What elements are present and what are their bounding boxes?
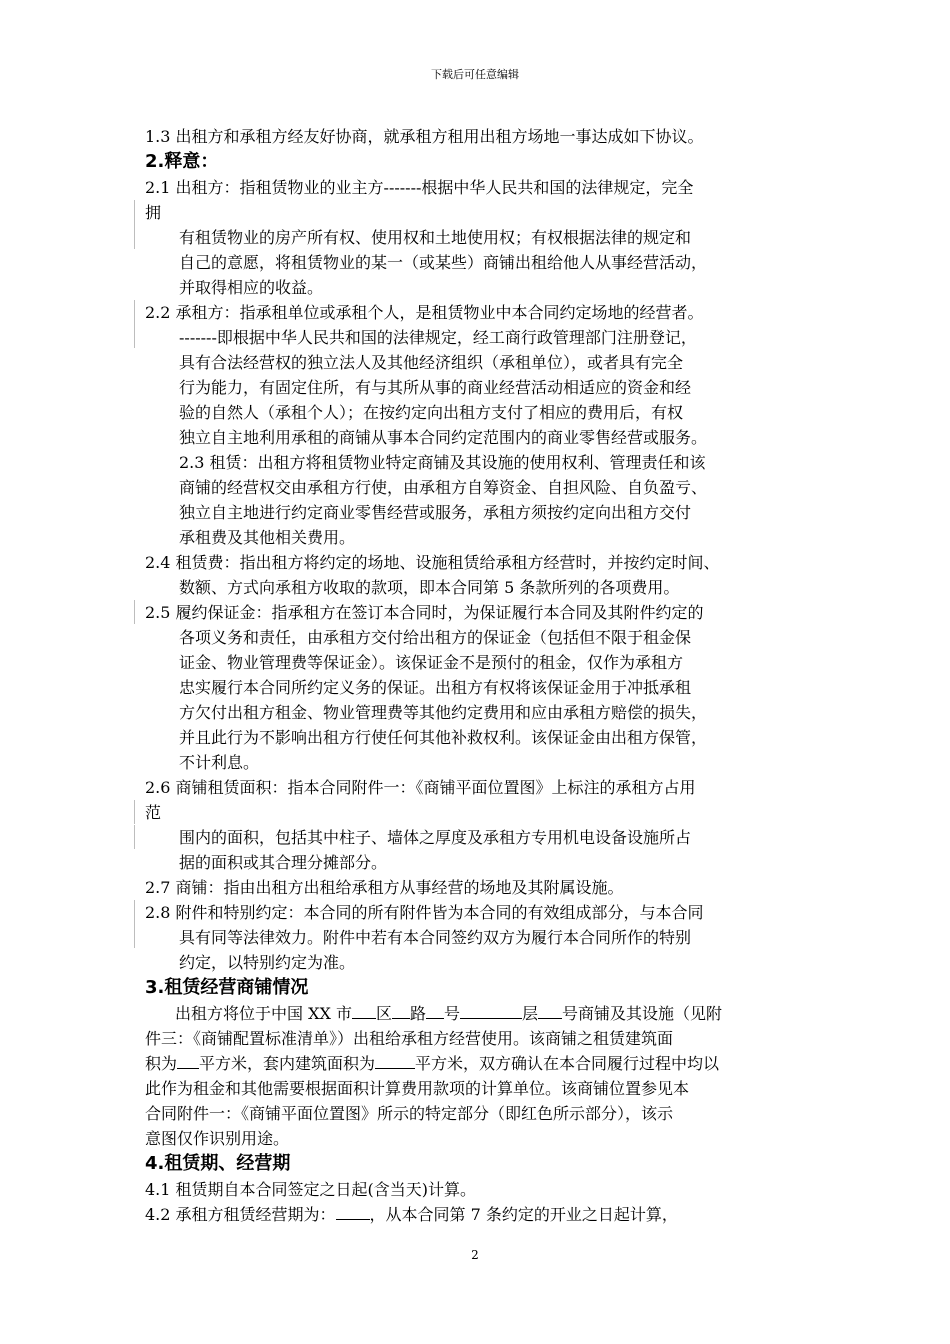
clause-text: 合同附件一：《商铺平面位置图》所示的特定部分（即红色所示部分），该示: [145, 1104, 674, 1123]
clause-text: 承租费及其他相关费用。: [179, 528, 356, 547]
clause-text: 商铺的经营权交由承租方行使，由承租方自筹资金、自担风险、自负盈亏、: [179, 478, 708, 497]
clause-area-line: [145, 1051, 820, 1076]
clause-text: 并且此行为不影响出租方行使任何其他补救权利。该保证金由出租方保管，: [179, 728, 708, 747]
clause-text: 范: [145, 803, 162, 822]
clause-text: 有租赁物业的房产所有权、使用权和土地使用权；有权根据法律的规定和: [179, 228, 692, 247]
clause-text: 独立自主地进行约定商业零售经营或服务，承租方须按约定向出租方交付: [179, 503, 692, 522]
clause-text: 自己的意愿，将租赁物业的某一（或某些）商铺出租给他人从事经营活动，: [179, 253, 708, 272]
clause-text: 层: [522, 1004, 539, 1023]
clause-text: 出租方将位于中国 XX 市: [175, 1004, 352, 1023]
clause-2-3: 2.3 租赁：出租方将租赁物业特定商铺及其设施的使用权利、管理责任和该: [179, 453, 706, 472]
clause-text: 号商铺及其设施（见附: [562, 1004, 723, 1023]
clause-text: 路: [409, 1004, 426, 1023]
clause-text: 方欠付出租方租金、物业管理费等其他约定费用和应由承租方赔偿的损失，: [179, 703, 708, 722]
blank-field: [392, 1001, 410, 1019]
clause-text: 具有同等法律效力。附件中若有本合同签约双方为履行本合同所作的特别: [179, 928, 692, 947]
clause-2-4: 2.4 租赁费：指出租方将约定的场地、设施租赁给承租方经营时，并按约定时间、: [145, 553, 720, 572]
blank-field: [352, 1001, 376, 1019]
clause-text: 区: [375, 1004, 392, 1023]
clause-2-5: 2.5 履约保证金：指承租方在签订本合同时，为保证履行本合同及其附件约定的: [145, 603, 704, 622]
section-heading-2: 2.释意：: [145, 151, 219, 172]
margin-bar: [134, 600, 135, 624]
clause-text: 各项义务和责任，由承租方交付给出租方的保证金（包括但不限于租金保: [179, 628, 692, 647]
clause-text: 行为能力，有固定住所，有与其所从事的商业经营活动相适应的资金和经: [179, 378, 692, 397]
section-heading-3: 3.租赁经营商铺情况: [145, 977, 309, 998]
clause-text: 号: [444, 1004, 461, 1023]
margin-bar: [134, 825, 135, 849]
clause-2-1: 2.1 出租方：指租赁物业的业主方-------根据中华人民共和国的法律规定，完全: [145, 178, 694, 197]
clause-text: 平方米，双方确认在本合同履行过程中均以: [415, 1054, 720, 1073]
clause-text: 验的自然人（承租个人）；在按约定向出租方支付了相应的费用后，有权: [179, 403, 684, 422]
blank-field: [336, 1202, 370, 1220]
clause-text: 4.2 承租方租赁经营期为：: [145, 1205, 336, 1224]
clause-1-3: 1.3 出租方和承租方经友好协商，就承租方租用出租方场地一事达成如下协议。: [145, 127, 704, 146]
clause-text: 具有合法经营权的独立法人及其他经济组织（承租单位），或者具有完全: [179, 353, 684, 372]
clause-text: 独立自主地利用承租的商铺从事本合同约定范围内的商业零售经营或服务。: [179, 428, 708, 447]
clause-text: 积为: [145, 1054, 178, 1073]
clause-2-2: 2.2 承租方：指承租单位或承租个人，是租赁物业中本合同约定场地的经营者。: [145, 303, 704, 322]
blank-field: [538, 1001, 562, 1019]
section-heading-4: 4.租赁期、经营期: [145, 1153, 291, 1174]
clause-2-6: 2.6 商铺租赁面积：指本合同附件一：《商铺平面位置图》上标注的承租方占用: [145, 778, 696, 797]
blank-field: [375, 1051, 415, 1069]
clause-4-1: 4.1 租赁期自本合同签定之日起(含当天)计算。: [145, 1180, 477, 1199]
blank-field: [460, 1001, 522, 1019]
clause-text: -------即根据中华人民共和国的法律规定，经工商行政管理部门注册登记，: [179, 328, 697, 347]
clause-4-2: [145, 1202, 820, 1227]
clause-3-first-line: [145, 1001, 820, 1026]
clause-2-8: 2.8 附件和特别约定：本合同的所有附件皆为本合同的有效组成部分，与本合同: [145, 903, 704, 922]
page-number: 2: [471, 1248, 479, 1262]
clause-2-7: 2.7 商铺：指由出租方出租给承租方从事经营的场地及其附属设施。: [145, 878, 624, 897]
clause-text: 忠实履行本合同所约定义务的保证。出租方有权将该保证金用于冲抵承租: [179, 678, 692, 697]
clause-text: 不计利息。: [179, 753, 260, 772]
margin-bar: [134, 900, 135, 948]
clause-text: 数额、方式向承租方收取的款项，即本合同第 5 条款所列的各项费用。: [179, 578, 680, 597]
document-body: [145, 124, 820, 1227]
clause-text: ，从本合同第 7 条约定的开业之日起计算，: [369, 1205, 678, 1224]
clause-text: 约定，以特别约定为准。: [179, 953, 356, 972]
blank-field: [426, 1001, 444, 1019]
clause-text: 证金、物业管理费等保证金）。该保证金不是预付的租金，仅作为承租方: [179, 653, 684, 672]
margin-bar: [134, 200, 135, 225]
margin-bar: [134, 800, 135, 824]
clause-text: 此作为租金和其他需要根据面积计算费用款项的计算单位。该商铺位置参见本: [145, 1079, 690, 1098]
clause-text: 据的面积或其合理分摊部分。: [179, 853, 388, 872]
clause-text: 并取得相应的收益。: [179, 278, 324, 297]
clause-text: 平方米，套内建筑面积为: [199, 1054, 376, 1073]
clause-text: 拥: [145, 203, 162, 222]
clause-text: 意图仅作识别用途。: [145, 1129, 290, 1148]
clause-text: 件三：《商铺配置标准清单》）出租给承租方经营使用。该商铺之租赁建筑面: [145, 1029, 674, 1048]
clause-text: 围内的面积，包括其中柱子、墙体之厚度及承租方专用机电设备设施所占: [179, 828, 692, 847]
margin-bar: [134, 225, 135, 249]
blank-field: [177, 1051, 199, 1069]
page-header: 下载后可任意编辑: [431, 68, 519, 81]
margin-bar: [134, 300, 135, 348]
